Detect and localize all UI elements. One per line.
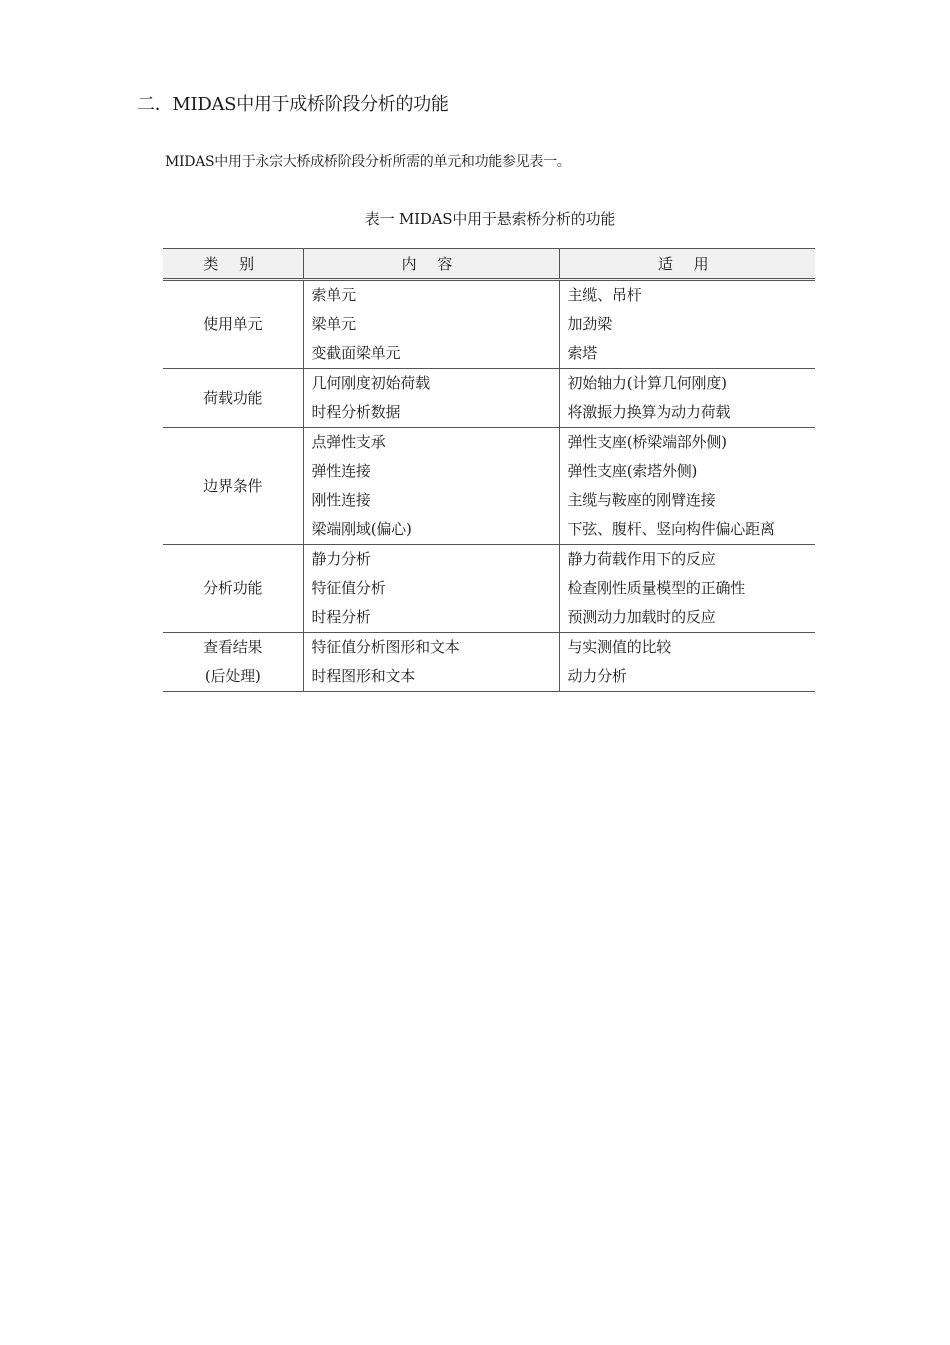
table-row bbox=[163, 428, 815, 545]
content-cell bbox=[303, 545, 559, 633]
usage-cell bbox=[559, 280, 815, 369]
content-cell bbox=[303, 280, 559, 369]
usage-item: 索塔 bbox=[567, 344, 598, 362]
content-cell bbox=[303, 369, 559, 428]
content-item: 梁端刚域(偏心) bbox=[311, 520, 412, 538]
content-item: 刚性连接 bbox=[311, 491, 371, 509]
content-cell bbox=[303, 633, 559, 692]
usage-item: 静力荷载作用下的反应 bbox=[567, 550, 716, 568]
table-caption: 表一 MIDAS中用于悬索桥分析的功能 bbox=[364, 210, 616, 228]
category-cell bbox=[163, 545, 303, 633]
content-item: 静力分析 bbox=[311, 550, 371, 568]
table-row bbox=[163, 545, 815, 633]
content-item: 特征值分析图形和文本 bbox=[311, 638, 460, 656]
table-row bbox=[163, 369, 815, 428]
content-item: 特征值分析 bbox=[311, 579, 386, 597]
usage-item: 动力分析 bbox=[567, 667, 627, 685]
intro-paragraph: MIDAS中用于永宗大桥成桥阶段分析所需的单元和功能参见表一。 bbox=[165, 154, 571, 170]
header-content: 内 容 bbox=[303, 249, 559, 280]
header-category: 类 别 bbox=[163, 249, 303, 280]
usage-cell bbox=[559, 428, 815, 545]
category-cell bbox=[163, 369, 303, 428]
usage-item: 与实测值的比较 bbox=[567, 638, 672, 656]
category-label: 查看结果 bbox=[203, 638, 263, 656]
usage-item: 弹性支座(索塔外侧) bbox=[567, 462, 698, 480]
usage-item: 下弦、腹杆、竖向构件偏心距离 bbox=[567, 520, 775, 538]
content-item: 梁单元 bbox=[311, 315, 356, 333]
category-cell bbox=[163, 280, 303, 369]
content-item: 变截面梁单元 bbox=[311, 344, 401, 362]
usage-item: 将激振力换算为动力荷载 bbox=[567, 403, 731, 421]
content-item: 时程图形和文本 bbox=[311, 667, 416, 685]
category-label: 分析功能 bbox=[203, 579, 263, 597]
category-cell bbox=[163, 428, 303, 545]
content-item: 弹性连接 bbox=[311, 462, 371, 480]
category-label: 荷载功能 bbox=[203, 388, 263, 407]
usage-item: 加劲梁 bbox=[567, 315, 612, 333]
content-item: 点弹性支承 bbox=[311, 433, 386, 451]
usage-item: 预测动力加载时的反应 bbox=[567, 608, 716, 626]
table-row bbox=[163, 633, 815, 692]
section-heading: 二．MIDAS中用于成桥阶段分析的功能 bbox=[137, 94, 449, 115]
usage-item: 弹性支座(桥梁端部外侧) bbox=[567, 433, 727, 451]
content-item: 时程分析 bbox=[311, 608, 371, 626]
content-item: 索单元 bbox=[311, 286, 356, 304]
table-header-row bbox=[163, 249, 815, 280]
header-usage: 适 用 bbox=[559, 249, 815, 280]
usage-item: 初始轴力(计算几何刚度) bbox=[567, 374, 727, 392]
usage-item: 主缆、吊杆 bbox=[567, 286, 642, 304]
content-item: 几何刚度初始荷载 bbox=[311, 374, 430, 392]
usage-cell bbox=[559, 633, 815, 692]
content-item: 时程分析数据 bbox=[311, 403, 401, 421]
table-row bbox=[163, 280, 815, 369]
category-label: 使用单元 bbox=[203, 315, 263, 333]
function-table bbox=[163, 248, 815, 692]
category-label: 边界条件 bbox=[203, 476, 263, 495]
category-sublabel: (后处理) bbox=[204, 667, 261, 685]
usage-cell bbox=[559, 369, 815, 428]
usage-item: 检查刚性质量模型的正确性 bbox=[567, 579, 746, 597]
usage-cell bbox=[559, 545, 815, 633]
usage-item: 主缆与鞍座的刚臂连接 bbox=[567, 491, 716, 509]
content-cell bbox=[303, 428, 559, 545]
category-cell bbox=[163, 633, 303, 692]
